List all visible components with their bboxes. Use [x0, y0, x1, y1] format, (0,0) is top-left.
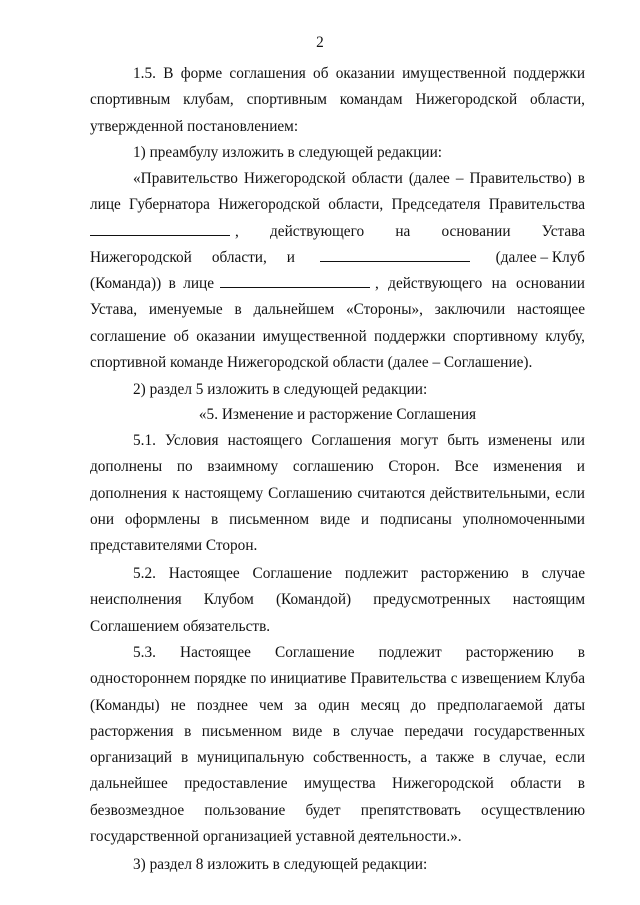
text-fragment: , действующего на основании Устава — [235, 222, 585, 240]
paragraph-5-3 — [90, 640, 585, 850]
paragraph-5-1 — [90, 428, 585, 559]
text-line: 1.5. В форме соглашения об оказании имущественной поддержки — [133, 65, 585, 82]
paragraph-5-2 — [90, 561, 585, 640]
item-3 — [90, 852, 585, 878]
club-name-blank — [320, 245, 470, 262]
section-heading: «5. Изменение и расторжение Соглашения — [198, 406, 477, 423]
text-line: утвержденной постановлением: — [90, 117, 299, 135]
text-line — [90, 245, 585, 271]
text-line: дополнены по взаимному соглашению Сторон. Все изменения и — [90, 458, 585, 476]
text-fragment: (Команда)) в лице — [90, 275, 214, 293]
text-line: дальнейшее предоставление имущества Нижегородской области в — [90, 775, 585, 793]
section-1-5 — [90, 61, 585, 140]
text-line — [90, 271, 585, 297]
text-line: 5.3. Настоящее Соглашение подлежит расторжению в — [133, 644, 585, 661]
text-line: 5.1. Условия настоящего Соглашения могут быть изменены или — [133, 432, 585, 449]
text-line: 1) преамбулу изложить в следующей редакции: — [133, 144, 443, 161]
text-line: Соглашением обязательств. — [90, 617, 271, 635]
text-line: они оформлены в письменном виде и подписаны уполномоченными — [90, 510, 585, 528]
text-fragment: , действующего на основании — [375, 275, 585, 293]
item-2 — [90, 377, 585, 403]
text-line: соглашение об оказании имущественной поддержки спортивному клубу, — [90, 327, 585, 345]
text-line: государственной организацией уставной деятельности.». — [90, 828, 462, 846]
representative-blank — [220, 271, 370, 288]
preamble — [90, 166, 585, 376]
text-line: расторжения в письменном виде в случае передачи государственных — [90, 722, 585, 740]
page-number: 2 — [316, 34, 324, 51]
text-line: неисполнения Клубом (Командой) предусмотренных настоящим — [90, 591, 585, 609]
text-fragment: (далее – Клуб — [495, 248, 585, 266]
text-line: лице Губернатора Нижегородской области, Председателя Правительства — [90, 196, 585, 214]
text-line: дополнения к настоящему Соглашению считаются действительными, если — [90, 484, 585, 502]
text-line: спортивной команде Нижегородской области (далее – Соглашение). — [90, 354, 533, 372]
text-line: (Команды) не позднее чем за один месяц до предполагаемой даты — [90, 696, 585, 714]
text-line: представителями Сторон. — [90, 537, 258, 555]
section-5-heading-block — [90, 402, 585, 428]
item-1 — [90, 140, 585, 166]
signature-blank — [90, 219, 230, 236]
text-line: 3) раздел 8 изложить в следующей редакции: — [133, 856, 428, 873]
text-line — [90, 219, 585, 245]
text-line: безвозмездное пользование будет препятствовать осуществлению — [90, 801, 585, 819]
text-line: Устава, именуемые в дальнейшем «Стороны», заключили настоящее — [90, 301, 585, 319]
text-line: 2) раздел 5 изложить в следующей редакции: — [133, 381, 428, 398]
text-line: одностороннем порядке по инициативе Правительства с извещением Клуба — [90, 670, 585, 688]
text-line: организаций в муниципальную собственность, а также в случае, если — [90, 749, 585, 767]
text-fragment: Нижегородской области, и — [90, 248, 295, 266]
text-line: спортивным клубам, спортивным командам Нижегородской области, — [90, 91, 585, 109]
text-line: «Правительство Нижегородской области (далее – Правительство) в — [133, 170, 585, 187]
text-line: 5.2. Настоящее Соглашение подлежит расторжению в случае — [133, 565, 585, 582]
